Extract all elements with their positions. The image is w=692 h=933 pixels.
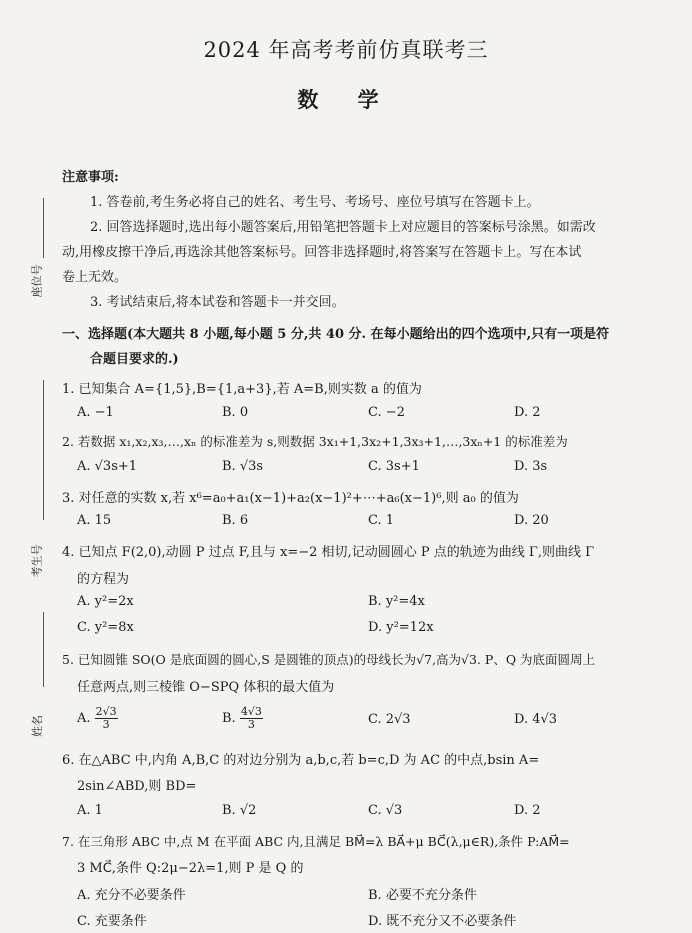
q6-option-b: B. √2 [222,803,257,818]
q2-option-b: B. √3s [222,459,264,474]
q2-option-c: C. 3s+1 [368,459,420,474]
q4-stem-cont: 的方程为 [77,572,130,587]
notice-item-3: 3. 考试结束后,将本试卷和答题卡一并交回。 [90,295,345,310]
q5-option-b [222,706,263,731]
q4-option-a: A. y²=2x [77,594,134,609]
notice-item-2-end: 卷上无效。 [62,270,128,285]
q5-option-a-fraction [95,706,118,731]
q1-stem: 1. 已知集合 A={1,5},B={1,a+3},若 A=B,则实数 a 的值为 [62,382,422,397]
q6-option-c: C. √3 [368,803,403,818]
q5-option-a-den: 3 [102,718,110,731]
q6-stem: 6. 在△ABC 中,内角 A,B,C 的对边分别为 a,b,c,若 b=c,D 为 AC 的中点,bsin A= [62,753,540,768]
q3-option-b: B. 6 [222,513,249,528]
q5-option-a-num: 2√3 [95,705,117,718]
notice-item-2-cont: 动,用橡皮擦干净后,再选涂其他答案标号。回答非选择题时,将答案写在答题卡上。写在本试 [62,245,582,260]
exam-title: 2024 年高考考前仿真联考三 [203,38,489,62]
q7-option-b: B. 必要不充分条件 [368,888,477,903]
q4-stem: 4. 已知点 F(2,0),动圆 P 过点 F,且与 x=−2 相切,记动圆圆心 P 点的轨迹为曲线 Γ,则曲线 Γ [62,545,595,560]
q3-stem: 3. 对任意的实数 x,若 x⁶=a₀+a₁(x−1)+a₂(x−1)²+⋯+a₆(x−1)⁶,则 a₀ 的值为 [62,491,519,506]
q5-option-d: D. 4√3 [514,712,558,727]
seat-label: 座位号 [30,264,44,298]
name-label: 姓名 [31,715,44,737]
q3-option-a: A. 15 [77,513,112,528]
q7-stem-cont: 3 MC⃗,条件 Q:2μ−2λ=1,则 P 是 Q 的 [77,861,304,876]
notice-item-1: 1. 答卷前,考生务必将自己的姓名、考生号、考场号、座位号填写在答题卡上。 [90,195,540,210]
q7-option-c: C. 充要条件 [77,914,147,929]
notice-item-2: 2. 回答选择题时,选出每小题答案后,用铅笔把答题卡上对应题目的答案标号涂黑。如需改 [90,220,596,235]
section-heading: 一、选择题(本大题共 8 小题,每小题 5 分,共 40 分. 在每小题给出的四个选项中,只有一项是符 [62,327,610,342]
q5-option-a-letter: A. [77,711,91,726]
exam-no-label: 考生号 [30,544,44,578]
q6-option-a: A. 1 [77,803,103,818]
q2-option-a: A. √3s+1 [77,459,138,474]
q6-option-d: D. 2 [514,803,541,818]
q5-option-b-den: 3 [247,718,255,731]
q3-option-c: C. 1 [368,513,395,528]
q4-option-b: B. y²=4x [368,594,425,609]
exam-no-line [43,380,44,520]
q1-option-d: D. 2 [514,405,541,420]
q5-option-b-fraction [240,706,263,731]
q3-option-d: D. 20 [514,513,549,528]
q1-option-b: B. 0 [222,405,249,420]
q1-option-c: C. −2 [368,405,405,420]
q5-option-b-num: 4√3 [240,705,262,718]
q5-option-a [77,706,118,731]
q7-option-a: A. 充分不必要条件 [77,888,186,903]
q5-option-b-letter: B. [222,711,236,726]
name-line [43,612,44,687]
q7-stem: 7. 在三角形 ABC 中,点 M 在平面 ABC 内,且满足 BM⃗=λ BA⃗+μ BC⃗(λ,μ∈R),条件 P:AM⃗= [62,834,570,849]
q4-option-d: D. y²=12x [368,620,434,635]
q5-option-c: C. 2√3 [368,712,411,727]
q5-stem-cont: 任意两点,则三棱锥 O−SPQ 体积的最大值为 [77,680,335,695]
q4-option-c: C. y²=8x [77,620,134,635]
q2-stem: 2. 若数据 x₁,x₂,x₃,…,xₙ 的标准差为 s,则数据 3x₁+1,3x₂+1,3x₃+1,…,3xₙ+1 的标准差为 [62,434,568,449]
q5-stem: 5. 已知圆锥 SO(O 是底面圆的圆心,S 是圆锥的顶点)的母线长为√7,高为√3. P、Q 为底面圆周上 [62,652,596,667]
q2-option-d: D. 3s [514,459,548,474]
subject-title: 数 学 [297,87,395,112]
seat-line [43,198,44,258]
q6-stem-cont: 2sin∠ABD,则 BD= [77,779,197,794]
q7-option-d: D. 既不充分又不必要条件 [368,914,517,929]
q1-option-a: A. −1 [77,405,114,420]
notice-heading: 注意事项: [62,170,119,185]
section-heading-cont: 合题目要求的.) [90,352,179,367]
